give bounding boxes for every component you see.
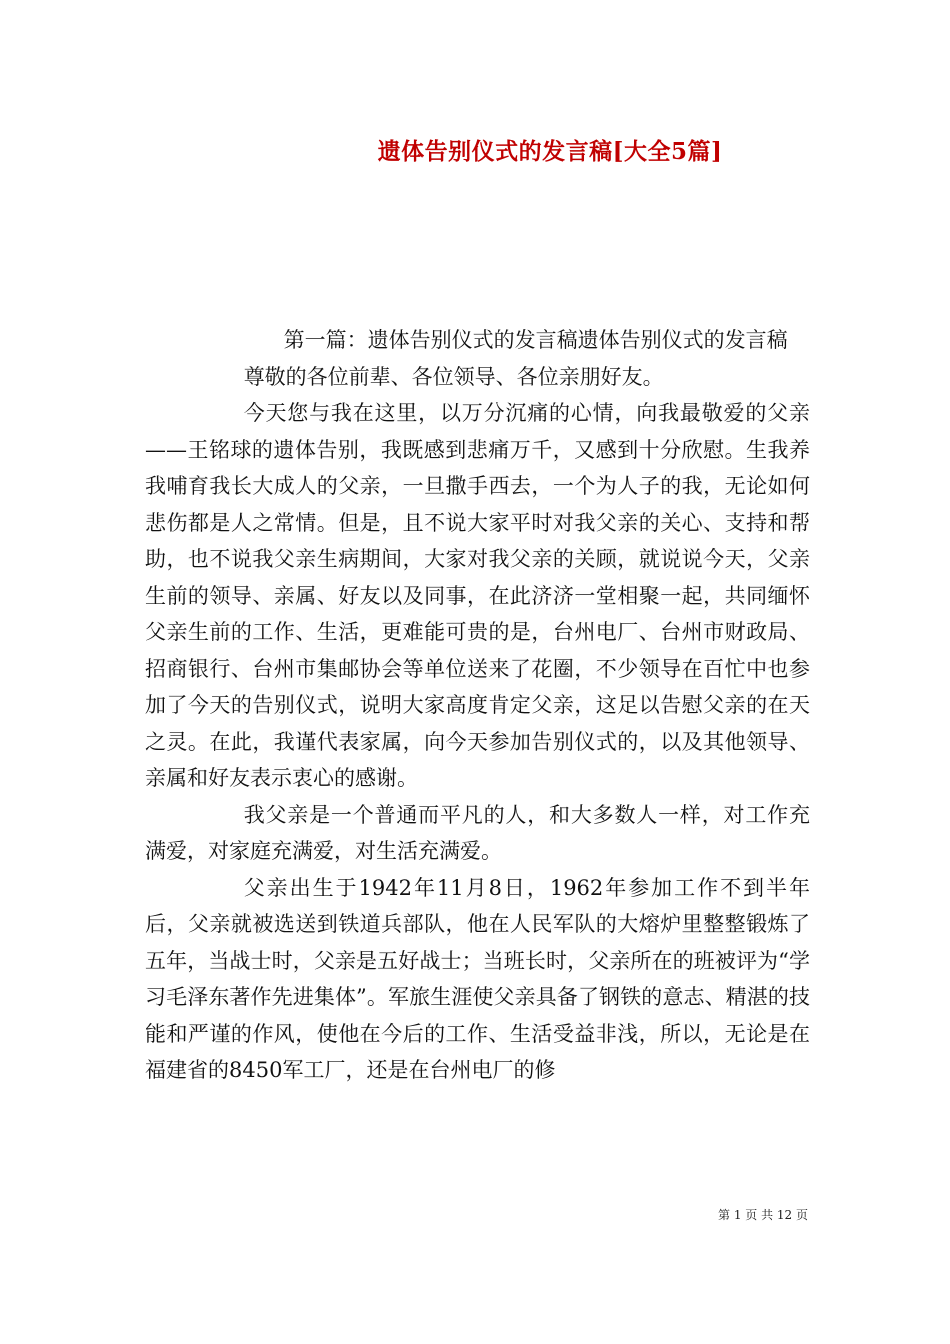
paragraph-farewell: 今天您与我在这里，以万分沉痛的心情，向我最敬爱的父亲——王铭球的遗体告别，我既感到悲痛万千，又感到十分欣慰。生我养我哺育我长大成人的父亲，一旦撒手西去，一个为人子的我，无论如何悲伤都是人之常情。但是，且不说大家平时对我父亲的关心、支持和帮助，也不说我父亲生病期间，大家对我父亲的关顾，就说说今天，父亲生前的领导、亲属、好友以及同事，在此济济一堂相聚一起，共同缅怀父亲生前的工作、生活，更难能可贵的是，台州电厂、台州市财政局、招商银行、台州市集邮协会等单位送来了花圈，不少领导在百忙中也参加了今天的告别仪式，说明大家高度肯定父亲，这足以告慰父亲的在天之灵。在此，我谨代表家属，向今天参加告别仪式的，以及其他领导、亲属和好友表示衷心的感谢。 [145,401,810,790]
paragraph-father-biography: 父亲出生于1942年11月8日，1962年参加工作不到半年后，父亲就被选送到铁道兵部队，他在人民军队的大熔炉里整整锻炼了五年，当战士时，父亲是五好战士；当班长时，父亲所在的班被评为“学习毛泽东著作先进集体”。军旅生涯使父亲具备了钢铁的意志、精湛的技能和严谨的作风，使他在今后的工作、生活受益非浅，所以，无论是在福建省的8450军工厂，还是在台州电厂的修 [145,875,810,1082]
paragraph-salutation: 尊敬的各位前辈、各位领导、各位亲朋好友。 [243,364,664,389]
document-body [145,322,810,1089]
page-number: 第 1 页 共 12 页 [718,1208,808,1222]
document-title: 遗体告别仪式的发言稿[大全5篇] [377,138,723,165]
paragraph-father-character: 我父亲是一个普通而平凡的人，和大多数人一样，对工作充满爱，对家庭充满爱，对生活充满爱。 [145,802,810,863]
paragraph-heading: 第一篇：遗体告别仪式的发言稿遗体告别仪式的发言稿 [283,328,788,352]
